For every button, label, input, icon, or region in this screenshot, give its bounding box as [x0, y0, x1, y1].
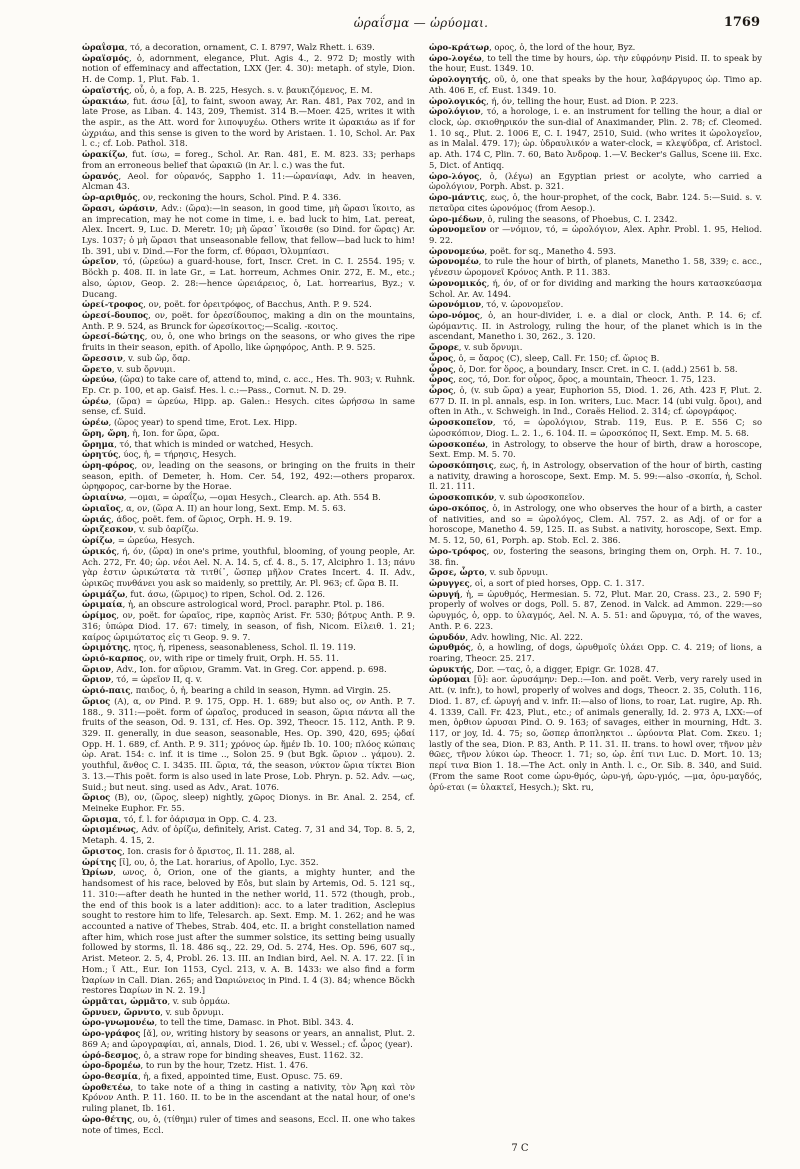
entry-headword: ὡρο-νόμος [429, 309, 480, 320]
entry-headword: ὠρυγή [429, 588, 460, 599]
entry-headword: ὡρο-γνωμονέω [82, 1017, 155, 1028]
entry-headword: ὡραΐσμα [82, 42, 125, 52]
entry-definition: , ὁ, an hour-divider, i. e. a dial or clock, Anth. P. 14. 6; cf. ὡρόμαντις. II. in Astrology, ruling the hour, of the planet which is in the ascendant, Manetho i. 30, 262., 3. 120. [429, 309, 762, 342]
entry-headword: ὡρέω [82, 417, 109, 428]
dictionary-entry [429, 299, 762, 310]
entry-definition: [ῑ], ου, ὁ, the Lat. horarius, of Apollo, Lyc. 352. [116, 856, 319, 867]
entry-headword: ὡρακιάω [82, 95, 127, 106]
entry-headword: ὡριζεσκον [82, 524, 134, 535]
signature-mark: 7 C [511, 1143, 529, 1154]
entry-definition: , v. sub ὄρνυμι. [160, 1006, 224, 1017]
entry-definition: , ὁ, in Astrology, one who observes the hour of a birth, a caster of nativities, and so = ὡρολόγος, Clem. Al. 757. 2. as Adj. of or for a horoscope, Manetho 4. 59, 125. II. as Subst. a nativity, horoscope, Sext. Emp. M. 5. 12, 50, 61, Porph. ap. Stob. Ecl. 2. 386. [429, 502, 762, 546]
dictionary-entry [429, 171, 762, 192]
entry-definition: , = ὡρεύω, Hesych. [112, 535, 195, 546]
entry-definition: , v. sub ὤρ, ὄαρ. [122, 352, 191, 363]
entry-headword: ὡριμαία [82, 599, 123, 610]
entry-headword: ὡρονόμιον [429, 299, 482, 310]
entry-definition: , Ion. crasis for ὁ ἄριστος, Il. 11. 288, al. [122, 845, 295, 856]
dictionary-entry [429, 546, 762, 567]
dictionary-entry [82, 1050, 415, 1061]
dictionary-entry [429, 310, 762, 342]
entry-definition: , ὁ, a howling, of dogs, ὠρυθμοῖς ὑλάει Opp. C. 4. 219; of lions, a roaring, Theocr. 25. 217. [429, 642, 762, 663]
entry-definition: , οἱ, a sort of pied horses, Opp. C. 1. 317. [469, 577, 645, 588]
entry-headword: ὡρυκτής [429, 663, 472, 674]
entry-definition: , ητος, ἡ, ripeness, seasonableness, Schol. Il. 19. 119. [128, 642, 356, 653]
entry-definition: , ορος, ὁ, the lord of the hour, Byz. [489, 42, 636, 52]
entry-definition: , ἡ, a fixed, appointed time, Eust. Opusc. 75. 69. [138, 1071, 343, 1081]
entry-definition: , οὗ, ὁ, a fop, A. B. 225, Hesych. s. v. βαυκιζόμενος, E. M. [129, 84, 373, 95]
entry-definition: , ἡ, an obscure astrological word, Procl. paraphr. Ptol. p. 186. [122, 599, 385, 610]
entry-definition: , ή, όν, (ὥρα) in one's prime, youthful, blooming, of young people, Ar. Ach. 272, Fr. 40; ὡρ. νέοι Ael. N. A. 14. 5, cf. 4. 8., 5. 17, Alciphro 1. 13; πάνυ γὰρ ἐστιν ὡρικώτατα τὰ τιτθί᾽, ὥσπερ μῆλον Crates Incert. 4. II. Adv., ὡρικῶς πυνθάνει you ask so maidenly, so prettily, Ar. Pl. 963; cf. ὥρα B. II. [82, 545, 415, 588]
entry-definition: , v. sub ὡροσκοπεῖον. [494, 492, 585, 503]
entry-headword: ὡροσκοπέω [429, 438, 486, 449]
dictionary-entry [82, 96, 415, 150]
entry-headword: ὧρος [429, 363, 454, 374]
entry-definition: , εως, ὁ, the hour-prophet, of the cock, Babr. 124. 5:—Suid. s. v. πεταῦρα cites ὡρονόμος (from Aesop.). [429, 192, 762, 213]
entry-headword: ὡρμᾶται, ὡρμᾶτο [82, 995, 168, 1006]
dictionary-entry [429, 246, 762, 257]
entry-definition: , ὁ, = ὄαρος (C), sleep, Call. Fr. 150; cf. ὥριος B. [453, 352, 660, 363]
entry-definition: , ύος, ἡ, = τήρησις, Hesych. [118, 449, 237, 460]
entry-definition: , v. sub ὄρνυμι. [111, 363, 176, 374]
entry-definition: , (ὥρος year) to spend time, Erot. Lex. Hipp. [108, 417, 298, 428]
entry-definition: (B), ον, (ὥρος, sleep) nightly, χῶρος Dionys. in Br. Anal. 2. 254, cf. Meineke Euphor. Fr. 55. [82, 792, 415, 814]
dictionary-entry [429, 567, 762, 578]
entry-headword: ὤρνυεν, ὤρνυτο [82, 1006, 161, 1017]
entry-definition: , τό, (ὠρεύω) a guard-house, fort, Inscr. Cret. in C. I. 2554. 195; v. Böckh p. 408. II. in late Gr., = Lat. horreum, Achmes Onir. 272, E. M., etc.; also, ὡριον, Geop. 2. 28:—hence ὡρειάρειος, ὁ, Lat. horrearius, Byz.; v. Ducang. [82, 256, 415, 299]
entry-definition: , ου, ὁ, one who brings on the seasons, or who gives the ripe fruits in their season, epith. of Apollo, like ὡρηφόρος, Anth. P. 9. 525. [82, 331, 415, 353]
entry-definition: , ὁ, (λέγω) an Egyptian priest or acolyte, who carried a ὡρολόγιον, Porph. Abst. p. 321. [429, 170, 762, 192]
entry-definition: , to rule the hour of birth, of planets, Manetho 1. 58, 339; c. acc., γένεσιν ὡρομονεῖ Κρόνος Anth. P. 11. 383. [429, 256, 762, 278]
entry-definition: , ὁ, adornment, elegance, Plut. Agis 4., 2. 972 D; mostly with notion of effeminacy and affectation, LXX (Jer. 4. 30): metaph. of style, Dion. H. de Comp. 1, Plut. Fab. 1. [82, 52, 415, 85]
dictionary-entry [429, 374, 762, 385]
dictionary-entry [82, 589, 415, 600]
dictionary-entry [82, 42, 415, 53]
entry-headword: ὡρεσί-δώτης [82, 331, 145, 342]
dictionary-entry [82, 374, 415, 395]
dictionary-entry [429, 632, 762, 643]
dictionary-entry [82, 503, 415, 514]
dictionary-entry [429, 503, 762, 546]
entry-definition: , ου, ὁ, (τίθημι) ruler of times and seasons, Eccl. II. one who takes note of times, Eccl. [82, 1113, 415, 1135]
dictionary-entry [82, 428, 415, 439]
entry-headword: ὧρος [429, 385, 454, 395]
entry-headword: ὡρικός [82, 545, 117, 556]
entry-definition: , ὁ, Dor. for ὅρος, a boundary, Inscr. Cret. in C. I. (add.) 2561 b. 58. [453, 363, 738, 374]
entry-headword: ὡρανός [82, 170, 119, 181]
entry-headword: ὤρετο [82, 363, 112, 374]
dictionary-entry [82, 867, 415, 996]
page-number: 1769 [723, 15, 760, 30]
entry-definition: [ῡ]: aor. ὠρυσάμην: Dep.:—Ion. and poët. Verb, very rarely used in Att. (v. infr.), to howl, properly of wolves and dogs, Theocr. 2. 35, Coluth. 116, Diod. 1. 87, cf. ὠρυγή and v. infr. II:—also of lions, to roar, Lat. rugire, Ap. Rh. 4. 1339, Call. Fr. 423, Plut., etc.; of animals generally, Id. 2. 973 A, LXX:—of men, ὀρθιον ὠρυσαι Pind. O. 9. 163; of savages, either in mourning, Hdt. 3. 117, or joy, Id. 4. 75; so, ὥσπερ ἀποπληκτοι .. ὠρύοντα Plat. Com. Σκευ. 1; lastly of the sea, Dion. P. 83, Anth. P. 11. 31. II. trans. to howl over, τῆνον μὲν θῶες, τῆνον λύκοι ὠρ. Theocr. 1. 71; so, ὠρ. ἐπί τινι Luc. D. Mort. 10. 13; περί τινα Bion 1. 18.—The Act. only in Anth. l. c., Or. Sib. 8. 340, and Suid. (From the same Root come ὠρυ-θμός, ὠρυ-γή, ὠρυ-γμός, —μα, ὀρυ-μαγδός, ὀρύ-εται (= ὑλακτεῖ, Hesych.); Skt. ru, [429, 674, 762, 792]
entry-headword: ὠρητύς [82, 449, 119, 460]
dictionary-entry [82, 364, 415, 375]
entry-headword: ὡριαῖος [82, 502, 121, 513]
entry-headword: ὤρορε [429, 342, 459, 353]
entry-definition: , ον, reckoning the hours, Schol. Pind. P. 4. 336. [137, 192, 342, 203]
dictionary-entry [82, 492, 415, 503]
entry-definition: , (ὥρα) = ὡρεύω, Hipp. ap. Galen.: Hesych. cites ὡρήσσω in same sense, cf. Suid. [82, 395, 415, 417]
entry-definition: , Adv. of ὁρίζω, definitely, Arist. Categ. 7, 31 and 34, Top. 8. 5, 2, Metaph. 4. 15, 2. [82, 824, 415, 846]
entry-headword: ὤρσε, ὦρτο [429, 567, 485, 578]
dictionary-entry [82, 203, 415, 257]
entry-headword: ὡρεσί-δουπος [82, 309, 149, 320]
entry-headword: ὡρίτης [82, 856, 117, 867]
entry-definition: , v. sub ὄρνυμι. [484, 567, 549, 578]
dictionary-entry [429, 214, 762, 225]
entry-headword: ὡραϊστής [82, 84, 130, 95]
entry-headword: ὧρος [429, 352, 454, 363]
entry-definition: , Adv. howling, Nic. Al. 222. [465, 631, 583, 642]
entry-headword: ὡρη-φόρος [82, 460, 135, 471]
entry-headword: ὡρο-κράτωρ [429, 42, 490, 52]
entry-headword: ὠρυγγες [429, 577, 470, 588]
entry-definition: , Adv., Ion. for αὔριον, Gramm. Vat. in Greg. Cor. append. p. 698. [111, 663, 387, 674]
dictionary-entry [82, 1082, 415, 1114]
entry-headword: ὡρεύω [82, 374, 115, 385]
dictionary-entry [429, 256, 762, 277]
entry-headword: ὡρονομέω [429, 256, 479, 267]
dictionary-entry [82, 85, 415, 96]
page-header [82, 16, 760, 34]
dictionary-entry [429, 192, 762, 213]
dictionary-entry [82, 449, 415, 460]
dictionary-entry [429, 278, 762, 299]
dictionary-entry [429, 353, 762, 364]
dictionary-entry [429, 385, 762, 417]
entry-definition: , τό, that which is minded or watched, Hesych. [114, 438, 314, 449]
entry-headword: ὡρέω [82, 395, 109, 406]
dictionary-entry [82, 685, 415, 696]
dictionary-entry [429, 364, 762, 375]
entry-definition: , —ομαι, = ὡραΐζω, —ομαι Hesych., Clearch. ap. Ath. 554 B. [123, 492, 381, 503]
dictionary-entry [429, 674, 762, 792]
dictionary-entry [429, 74, 762, 95]
dictionary-entry [82, 256, 415, 299]
entry-headword: ὡρυδόν [429, 631, 466, 642]
dictionary-entry [429, 224, 762, 245]
entry-definition: , ον, with ripe or timely fruit, Orph. H. 55. 11. [143, 652, 339, 663]
entry-definition: , τό, f. l. for ὀάρισμα in Opp. C. 4. 23. [118, 813, 278, 824]
entry-definition: , ὁ, (v. sub ὥρα) a year, Euphorion 55, Diod. 1. 26, Ath. 423 F, Plut. 2. 677 D. II. in pl. annals, esp. in Ion. writers, Luc. Macr. 14 (ubi vulg. ὅροι), and often in Ath., v. Schweigh. in Ind., Coraës Heliod. 2. 314; cf. ὡρογράφος. [429, 385, 762, 417]
entry-definition: , οῦ, ὁ, one that speaks by the hour, λαβάργυρος ὡρ. Timo ap. Ath. 406 E, cf. Eust. 1349. 10. [429, 74, 762, 95]
dictionary-entry [429, 664, 762, 675]
entry-definition: , ον, poët. for ὡραῖος, ripe, καρπὸς Arist. Fr. 530; βότρυς Anth. P. 9. 316; ὑπώρα Diod. 17. 67: timely, in season, of fish, Nicom. Εἰλειθ. 1. 21; καίρος ὡριμώτατος εἰς τι Geop. 9. 9. 7. [82, 610, 415, 642]
entry-definition: , Dor. —τας, ὁ, a digger, Epigr. Gr. 1028. 47. [471, 663, 659, 674]
entry-headword: ὡριάς [82, 513, 112, 524]
dictionary-entry [82, 524, 415, 535]
entry-headword: ὡρο-μάντις [429, 192, 485, 203]
dictionary-entry [82, 1007, 415, 1018]
entry-headword: ὡρίμος [82, 610, 117, 621]
entry-definition: , to take note of a thing in casting a nativity, τὸν Ἄρη καὶ τὸν Κρόνον Anth. P. 11. 160. II. to be in the ascendant at the natal hour, of one's ruling planet, Ib. 161. [82, 1081, 415, 1114]
dictionary-entry [82, 1114, 415, 1135]
entry-headword: ὠρυθμός [429, 642, 471, 653]
entry-headword: ὡρεῖον [82, 256, 117, 267]
entry-headword: ὥρη, ὤρη [82, 427, 128, 438]
dictionary-entry [429, 589, 762, 632]
entry-definition: , v. sub ὁρμάω. [167, 995, 231, 1006]
dictionary-entry [82, 171, 415, 192]
entry-headword: ὡρακίζω [82, 149, 126, 160]
dictionary-entry [82, 192, 415, 203]
entry-headword: ὡριό-καρπος [82, 652, 144, 663]
entry-headword: ὡρο-τρόφος [429, 545, 487, 556]
entry-definition: , ἡ, = ὠρυθμός, Hermesian. 5. 72, Plut. Mar. 20, Crass. 23., 2. 590 F; properly of wolves or dogs, Poll. 5. 87, Zenod. in Valck. ad Ammon. 229:—so ὠρυγμός, ὁ, opp. to ὑλαγμός, Ael. N. A. 5. 51: and ὤρυγμα, τό, of the waves, Anth. P. 6. 223. [429, 588, 762, 631]
entry-definition: , fut. άσω [ᾱ], to faint, swoon away, Ar. Ran. 481, Pax 702, and in late Prose, as Liban. 4. 143, 209, Themist. 314 B.—Moer. 425, writes it with the aspir., as the Att. word for λιποψυχέω. Others write it ὡρακιάω as if for ὠχριάω, and this sense is given to the word by Aristaen. 1. 10, Schol. Ar. Pax l. c.; cf. Lob. Pathol. 318. [82, 95, 415, 149]
entry-headword: ὡρονομικός [429, 277, 487, 288]
entry-headword: ὡροσκοπεῖον [429, 417, 493, 428]
dictionary-entry [82, 1028, 415, 1049]
entry-definition: , ή, όν, telling the hour, Eust. ad Dion. P. 223. [486, 95, 679, 106]
entry-headword: ὡρ-αριθμός [82, 192, 138, 203]
entry-headword: ὡρονομεύω [429, 245, 485, 256]
entry-definition: , ὁ, a straw rope for binding sheaves, Eust. 1162. 32. [138, 1049, 364, 1060]
entry-definition: , ὁ, ruling the seasons, of Phoebus, C. I. 2342. [482, 213, 678, 224]
dictionary-entry [82, 149, 415, 170]
entry-definition: , fut. ίσω, = foreg., Schol. Ar. Ran. 481, E. M. 823. 33; perhaps from an erroneous belief that ὡρακιῶ (in Ar. l. c.) was the fut. [82, 149, 415, 170]
dictionary-entry [82, 664, 415, 675]
entry-definition: , τό, = ὡρεῖον II, q. v. [111, 674, 203, 685]
entry-definition: , α, ον, (ὥρα A. II) an hour long, Sext. Emp. M. 5. 63. [120, 502, 346, 513]
dictionary-entry [82, 310, 415, 331]
entry-headword: ὡρο-θέτης [82, 1113, 133, 1124]
entry-definition: , to tell the time by hours, ὡρ. τὴν εὐφρόνην Pisid. II. to speak by the hour, Eust. 1349. 10. [429, 52, 762, 74]
dictionary-entry [82, 396, 415, 417]
entry-headword: ὡροθετέω [82, 1081, 131, 1092]
dictionary-entry [82, 642, 415, 653]
entry-headword: ὡρίζω [82, 535, 113, 546]
entry-headword: ὡρολόγιον [429, 106, 481, 117]
entry-headword: ὡρο-σκόπος [429, 502, 487, 513]
dictionary-entry [82, 996, 415, 1007]
entry-definition: , ή, όν, of or for dividing and marking the hours κατασκεύασμα Schol. Ar. Av. 1494. [429, 277, 762, 299]
dictionary-entry [429, 460, 762, 492]
entry-headword: ὡριμάζω [82, 588, 126, 599]
entry-headword: ὠρύομαι [429, 674, 471, 685]
entry-headword: ὡρο-θεσμία [82, 1071, 139, 1081]
dictionary-entry [82, 299, 415, 310]
entry-definition: , ον, poët. for ὀρεσίδουπος, making a din on the mountains, Anth. P. 9. 524, as Brunck for ὡρεσίκοιτος;—Scalig. -κοιτος. [82, 309, 415, 331]
entry-definition: , ον, fostering the seasons, bringing them on, Orph. H. 7. 10., 38. fin. [429, 545, 762, 567]
entry-headword: ὡριμότης [82, 642, 129, 653]
dictionary-entry [82, 792, 415, 813]
dictionary-columns [82, 42, 762, 1138]
entry-definition: , fut. άσω, (ὥριμος) to ripen, Schol. Od. 2. 126. [125, 588, 326, 599]
entry-headword: ὥριον [82, 674, 111, 685]
entry-definition: or —νόμιον, τό, = ὡρολόγιον, Alex. Aphr. Probl. 1. 95, Heliod. 9. 22. [429, 224, 762, 245]
dictionary-entry [82, 353, 415, 364]
dictionary-entry [82, 53, 415, 85]
dictionary-entry [82, 599, 415, 610]
entry-headword: ὡρονομεῖον [429, 224, 487, 235]
entry-headword: ὡρεί-τροφος [82, 299, 144, 310]
entry-headword: ὡροσκοπικόν [429, 492, 495, 503]
dictionary-entry [82, 696, 415, 792]
dictionary-entry [429, 492, 762, 503]
entry-definition: , εος, τό, Dor. for οὖρος, ὄρος, a mountain, Theocr. 1. 75, 123. [453, 374, 716, 385]
dictionary-entry [429, 642, 762, 663]
dictionary-entry [82, 1071, 415, 1082]
entry-definition: , poët. for sq., Manetho 4. 593. [484, 245, 617, 256]
entry-definition: , ἡ, Ion. for ὥρα, ὤρα. [127, 427, 220, 438]
entry-headword: ὡριαίνω [82, 492, 124, 503]
dictionary-entry [82, 857, 415, 868]
entry-definition: , τό, a horologe, i. e. an instrument for telling the hour, a dial or clock, ὡρ. σκιοθηρικόν the sun-dial of Anaximander, Plin. 2. 78; cf. Cleomed. 1. 10 sq., Plut. 2. 1006 E, C. I. 1947, 2510, Suid. (who writes it ὡρολογεῖον, as in Malal. 479. 17); ὡρ. ὑδραυλικόν a water-clock, = κλεψύδρα, cf. Aristocl. ap. Ath. 174 C, Plin. 7. 60, Bato Ἀνδροφ. 1.—V. Becker's Gallus, Scene iii. Exc. 5, Dict. of Antiqq. [429, 106, 762, 170]
entry-definition: , in Astrology, to observe the hour of birth, draw a horoscope, Sext. Emp. M. 5. 70. [429, 438, 762, 460]
dictionary-entry [82, 514, 415, 525]
dictionary-entry [82, 814, 415, 825]
entry-headword: ὥρισμα [82, 813, 119, 824]
dictionary-entry [82, 1060, 415, 1071]
entry-headword: ὥρεσσιν [82, 352, 123, 363]
dictionary-entry [82, 546, 415, 589]
entry-headword: ὦρος [429, 374, 454, 385]
entry-headword: ὡριό-παις [82, 685, 131, 696]
dictionary-entry [82, 535, 415, 546]
dictionary-entry [429, 106, 762, 170]
dictionary-entry [429, 439, 762, 460]
dictionary-entry [82, 653, 415, 664]
entry-definition: , τό, a decoration, ornament, C. I. 8797, Walz Rhett. i. 639. [124, 42, 375, 52]
entry-headword: ὥριος [82, 792, 111, 803]
entry-definition: , άδος, poët. fem. of ὥριος, Orph. H. 9. 19. [111, 513, 293, 524]
entry-definition: , to tell the time, Damasc. in Phot. Bibl. 343. 4. [154, 1017, 354, 1028]
entry-definition: (A), α, ον Pind. P. 9. 175, Opp. H. 1. 689; but also ος, ον Anth. P. 7. 188., 9. 311:—poët. form of ὡραῖος, produced in season, ὥρια πάντα all the fruits of the season, Od. 9. 131, cf. Hes. Op. 392, Theocr. 15. 112, Anth. P. 9. 329. II. generally, in due season, seasonable, Hes. Op. 390, 420, 695; ᾠδαί Opp. H. 1. 689, cf. Anth. P. 9. 311; χρόνος ὡρ. ἥμέν Ib. 10. 100; πλόος κώπαις ὡρ. Arat. 154: c. inf. it is time .., Solon 25. 9 (but Bgk. ὥριον .. γάμου). 2. youthful, ἄνθος C. I. 3435. III. ὥρια, τά, the season, νύκτον ὥρια τίκτει Bion 3. 13.—This poët. form is also used in late Prose, Lob. Phryn. p. 52. Adv. —ως, Suid.; but neut. sing. used as Adv., Arat. 1076. [82, 695, 415, 792]
entry-headword: ὡρολογητής [429, 74, 489, 85]
entry-headword: ὡρο-γράφος [82, 1028, 141, 1039]
entry-headword: ὡροσκόπησις [429, 460, 494, 471]
dictionary-entry [429, 42, 762, 53]
entry-headword: ὥριος [82, 695, 111, 706]
entry-definition: , v. sub ὀαρίζω. [133, 524, 199, 535]
entry-definition: , παιδος, ὁ, ἡ, bearing a child in season, Hymn. ad Virgin. 25. [130, 685, 391, 696]
entry-headword: ὡρο-δρομέω [82, 1060, 141, 1071]
entry-definition: , Adv.: (ὥρα):—in season, in good time, μὴ ὥρασι ἵκοιτο, as an imprecation, may he not come in time, i. e. bad luck to him, Lat. pereat, Alex. Incert. 9, Luc. D. Meretr. 10; μὴ ὥρασ᾽ ἵκοισθε (so Dind. for ὥρας) Ar. Lys. 1037; ὁ μὴ ὥρασι that unseasonable fellow, that fellow—bad luck to him! Ib. 391, ubi v. Dind.—For the form, cf. θύρασι, Ὀλυμπίασι. [82, 202, 415, 256]
dictionary-entry [82, 846, 415, 857]
entry-definition: , v. sub ὄρνυμι. [458, 342, 523, 353]
entry-definition: [ᾰ], ον, writing history by seasons or years, an annalist, Plut. 2. 869 A; and ὡρογραφίαι, αἱ, annals, Diod. 1. 26, ubi v. Wessel.; cf. ὧρος (year). [82, 1028, 415, 1049]
entry-headword: ὡρο-μέδων [429, 213, 483, 224]
entry-headword: ὡρολογικός [429, 95, 487, 106]
entry-definition: , ον, leading on the seasons, or bringing on the fruits in their season, epith. of Demeter, h. Hom. Cer. 54, 192, 492:—others proparox. ὡρηφορος, car-borne by the Horae. [82, 460, 415, 492]
dictionary-entry [429, 417, 762, 438]
entry-definition: , (ὥρα) to take care of, attend to, mind, c. acc., Hes. Th. 903; v. Ruhnk. Ep. Cr. p. 100, et ap. Gaisf. Hes. l. c.:—Pass., Cornut. N. D. 29. [82, 374, 415, 395]
entry-definition: , Aeol. for οὐρανός, Sappho 1. 11:—ὠρανίαφι, Adv. in heaven, Alcman 43. [82, 170, 415, 192]
dictionary-entry [82, 439, 415, 450]
dictionary-entry [429, 96, 762, 107]
entry-headword: ὡρο-λόγος [429, 170, 480, 181]
entry-definition: , τό, = ὡρολόγιον, Strab. 119, Eus. P. E. 556 C; so ὡροσκόπιον, Diog. L. 2. 1., 6. 104. II. = ὡροσκόπος II, Sext. Emp. M. 5. 68. [429, 417, 762, 438]
dictionary-entry [82, 331, 415, 352]
dictionary-entry [429, 578, 762, 589]
dictionary-entry [429, 53, 762, 74]
dictionary-entry [82, 417, 415, 428]
dictionary-entry [82, 674, 415, 685]
entry-definition: , to run by the hour, Tzetz. Hist. 1. 476. [140, 1060, 309, 1071]
entry-headword: ὥριον [82, 663, 111, 674]
entry-headword: ὤριστος [82, 845, 123, 856]
dictionary-entry [82, 824, 415, 845]
entry-headword: ὡρό-δεσμος [82, 1049, 139, 1060]
entry-headword: ὡραϊσμός [82, 52, 130, 63]
entry-headword: Ὠρίων [82, 867, 114, 878]
entry-definition: , ον, poët. for ὀρειτρόφος, of Bacchus, Anth. P. 9. 524. [143, 299, 372, 310]
entry-definition: , εως, ἡ, in Astrology, observation of the hour of birth, casting a nativity, drawing a horoscope, Sext. Emp. M. 5. 99:—also -σκοπία, ἡ, Schol. Il. 21. 111. [429, 460, 762, 492]
dictionary-entry [82, 610, 415, 642]
dictionary-entry [429, 342, 762, 353]
entry-headword: ὥρασι, ὡράσιν [82, 202, 156, 213]
dictionary-entry [82, 1017, 415, 1028]
entry-headword: ὤρημα [82, 438, 115, 449]
entry-definition: , τό, v. ὡρονομεῖον. [481, 299, 564, 310]
entry-definition: , ωνος, ὁ, Orion, one of the giants, a mighty hunter, and the handsomest of his race, beloved by Eôs, but slain by Artemis, Od. 5. 121 sq., 11. 310:—after death he hunted in the nether world, 11. 572 (though, prob., the end of this book is a later addition): acc. to a later tradition, Asclepius sought to restore him to life, Telesarch. ap. Sext. Emp. M. 1. 262; and he was accounted a native of Thebes, Strab. 404, etc. II. a bright constellation named after him, which rose just after the summer solstice, its setting being usually followed by storms, Il. 18. 486 sq., 22. 29, Od. 5. 274, Hes. Op. 596, 607 sq., Arist. Meteor. 2. 5, 4, Probl. 26. 13. III. an Indian bird, Ael. N. A. 17. 22. [ῑ in Hom.; ῐ Att., Eur. Ion 1153, Cycl. 213, v. A. B. 1433: we also find a form Ὠαρίων in Call. Dian. 265; and Ὠαριώνειος in Pind. I. 4 (3). 84; whence Böckh restores Ὠαρίων in N. 2. 19.] [82, 867, 415, 996]
entry-headword: ὡρο-λογέω [429, 52, 482, 63]
entry-headword: ὡρισμένως [82, 824, 136, 835]
dictionary-entry [82, 460, 415, 492]
guide-words: ὡραΐσμα — ὡρύομαι. [353, 16, 489, 30]
